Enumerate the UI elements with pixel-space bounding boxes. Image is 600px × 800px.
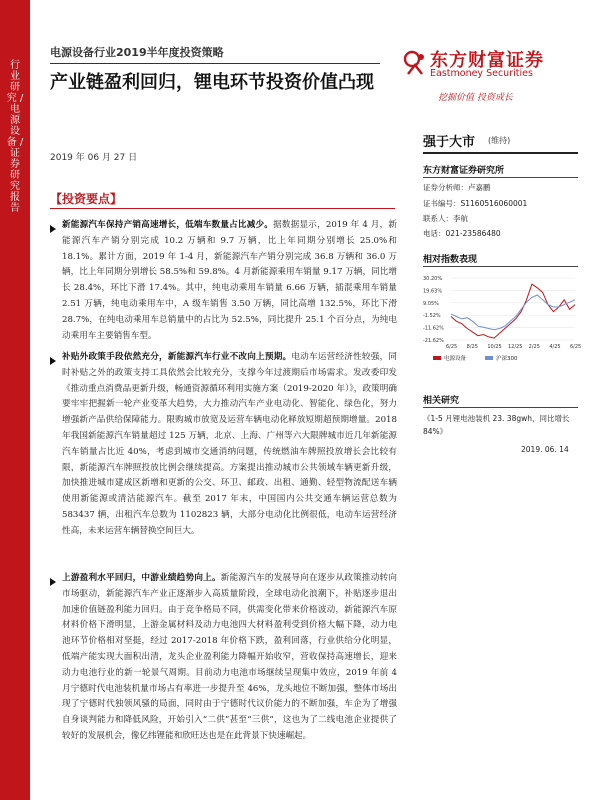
legend-label-power-equipment: 电源设备 xyxy=(444,356,467,362)
key-point-3-body: 新能源汽车的发展导向在逐步从政策推动转向市场驱动，新能源汽车产业正逐渐步入高质量阶段，全球电动化浪潮下，补贴逐步退出加速价值链盈利能力回归。由于竞争格局不同，供需变化带来价格波动，新能源汽车原材料价格下滑明显，上游金属材料及动力电池四大材料盈利受到价格大幅下降，动力电池环节价格相对坚挺，经过 2017-2018 年价格下跌，盈利回落，行业供给分化明显，低端产能实现大面积出清，龙头企业盈利能力降幅开始收窄，营收保持高速增长，迎来动力电池行业的新一轮景气周期。目前动力电池市场继续呈现集中效应，2019 年前 4 月宁德时代电池装机量市场占有率进一步提升至 46%，龙头地位不断加强，整体市场出现了宁德时代独领风骚的局面，同时由于宁德时代议价能力的不断加强，车企为了增强自身谈判能力和降低风险，开始引入“二供”甚至“三供”，这也为了二线电池企业提供了较好的发展机会，像亿纬锂能和欣旺达也是在此背景下快速崛起。 xyxy=(62,573,397,741)
key-point-1-lead: 新能源汽车保持产销高速增长，低端车数量占比减少。 xyxy=(62,220,274,230)
x-tick-label: 4/25 xyxy=(549,344,561,350)
brand-slogan: 挖掘价值 投资成长 xyxy=(438,93,513,103)
y-tick-label: -1.52% xyxy=(423,313,441,320)
related-research-date: 2019. 06. 14 xyxy=(521,445,569,454)
brand-name: 东方财富证券 xyxy=(430,50,544,71)
x-tick-label: 10/25 xyxy=(487,344,502,350)
key-point-2 xyxy=(62,350,397,540)
x-tick-label: 8/25 xyxy=(466,344,478,350)
institute-name: 东方财富证券研究所 xyxy=(423,166,505,176)
key-points-heading: 【投资要点】 xyxy=(50,192,123,206)
legend-swatch-power-equipment xyxy=(433,356,441,360)
key-points-underline xyxy=(50,208,395,209)
bullet-arrow-icon xyxy=(50,357,56,365)
legend-label-csi300: 沪深300 xyxy=(496,356,518,362)
index-chart-divider xyxy=(423,266,578,267)
relative-index-chart xyxy=(423,272,582,367)
page-title: 产业链盈利回归，锂电环节投资价值凸现 xyxy=(50,72,374,93)
x-tick-label: 6/25 xyxy=(570,344,582,350)
related-research-link[interactable]: 《1-5 月锂电池装机 23. 38gwh，同比增长 84%》 xyxy=(423,414,570,436)
key-point-1-body: 据数据显示，2019 年 4 月，新能源汽车产销分别完成 10.2 万辆和 9.7 万辆，比上年同期分别增长 25.0%和 18.1%。累计方面，2019 年 1-4 月，新能源汽车产销分别完成 36.8 万辆和 36.0 万辆，比上年同期分别增长 58.5%和 59.8%。4 月新能源乘用车销量 9.17 万辆，同比增长 28.4%，环比下滑 17.4%。其中，纯电动乘用车销量 6.66 万辆，插混乘用车销量 2.51 万辆，纯电动乘用车中，A 级车销售 3.50 万辆，同比高增 132.5%，环比下滑 28.7%，在纯电动乘用车总销量中的占比为 52.5%，同比提升 25.1 个百分点，为纯电动乘用车主要销售车型。 xyxy=(62,220,397,341)
legend-swatch-csi300 xyxy=(485,356,493,360)
report-type: 电源设备行业2019半年度投资策略 xyxy=(50,46,224,59)
bullet-arrow-icon xyxy=(50,225,56,233)
y-tick-label: -21.62% xyxy=(423,338,444,344)
side-strip xyxy=(0,0,30,800)
x-tick-label: 12/25 xyxy=(508,344,523,350)
brand-logo-icon xyxy=(404,50,426,76)
bullet-arrow-icon xyxy=(50,578,56,586)
key-point-3-lead: 上游盈利水平回归，中游业绩趋势向上。 xyxy=(62,573,221,583)
x-tick-label: 2/25 xyxy=(528,344,540,350)
rating-note: (维持) xyxy=(488,136,511,145)
series-line-csi300 xyxy=(451,295,575,330)
analyst-name: 证券分析师：卢嘉鹏 xyxy=(423,183,491,192)
report-date: 2019 年 06 月 27 日 xyxy=(50,153,138,163)
brand-name-en: Eastmoney Securities xyxy=(430,68,533,79)
series-line-power-equipment xyxy=(451,284,575,338)
y-tick-label: 9.05% xyxy=(423,300,439,307)
related-research-title: 相关研究 xyxy=(423,396,460,406)
key-points-label: 投资要点 xyxy=(62,192,111,206)
certificate-number: 证书编号：S1160516060001 xyxy=(423,199,528,208)
y-tick-label: 19.63% xyxy=(423,288,443,295)
y-tick-label: -11.62% xyxy=(423,325,444,332)
rating-divider xyxy=(423,152,578,154)
y-tick-label: 30.20% xyxy=(423,276,443,282)
key-point-2-body: 电动车运营经济性较强，同时补贴之外的政策支持工具依然会比较充分，支撑今年过渡期后市场需求。发改委印发《推动重点消费品更新升级，畅通资源循环利用实施方案（2019-2020 年）》，政策明确要牢牢把握新一轮产业变革大趋势，大力推动汽车产业电动化、智能化、绿色化，努力增强新产品供给保障能力。限购城市放宽及运营车辆电动化释放短期超预期增量。2018 年我国新能源汽车销量超过 125 万辆，北京、上海、广州等六大限牌城市近几年新能源汽车销量占比近 40%，考虑到城市交通消纳问题，传统燃油车牌照投放增长会比较有限，新能源汽车牌照投放比例会继续提高。方案提出推动城市公共领域车辆更新升级，加快推进城市建成区新增和更新的公交、环卫、邮政、出租、通勤、轻型物流配送车辆使用新能源或清洁能源汽车。截至 2017 年末，中国国内公共交通车辆运营总数为 583437 辆，出租汽车总数为 1102823 辆，大部分电动化比例很低，电动车运营经济性高，未来运营车辆替换空间巨大。 xyxy=(62,352,397,536)
key-point-1 xyxy=(62,218,397,344)
institute-divider xyxy=(423,177,578,178)
key-point-3 xyxy=(62,571,397,745)
side-strip-text: 行业研究 / 电源设备 / 证券研究报告 xyxy=(6,60,24,214)
index-chart-title: 相对指数表现 xyxy=(423,255,478,265)
phone-number: 电话：021-23586480 xyxy=(423,229,501,238)
contact-person: 联系人：李航 xyxy=(423,214,468,223)
key-point-2-lead: 补贴外政策手段依然充分，新能源汽车行业不改向上预期。 xyxy=(62,352,292,362)
related-research-divider xyxy=(423,407,578,408)
x-tick-label: 6/25 xyxy=(446,344,458,350)
rating: 强于大市 xyxy=(423,135,476,150)
header-divider xyxy=(50,63,380,64)
